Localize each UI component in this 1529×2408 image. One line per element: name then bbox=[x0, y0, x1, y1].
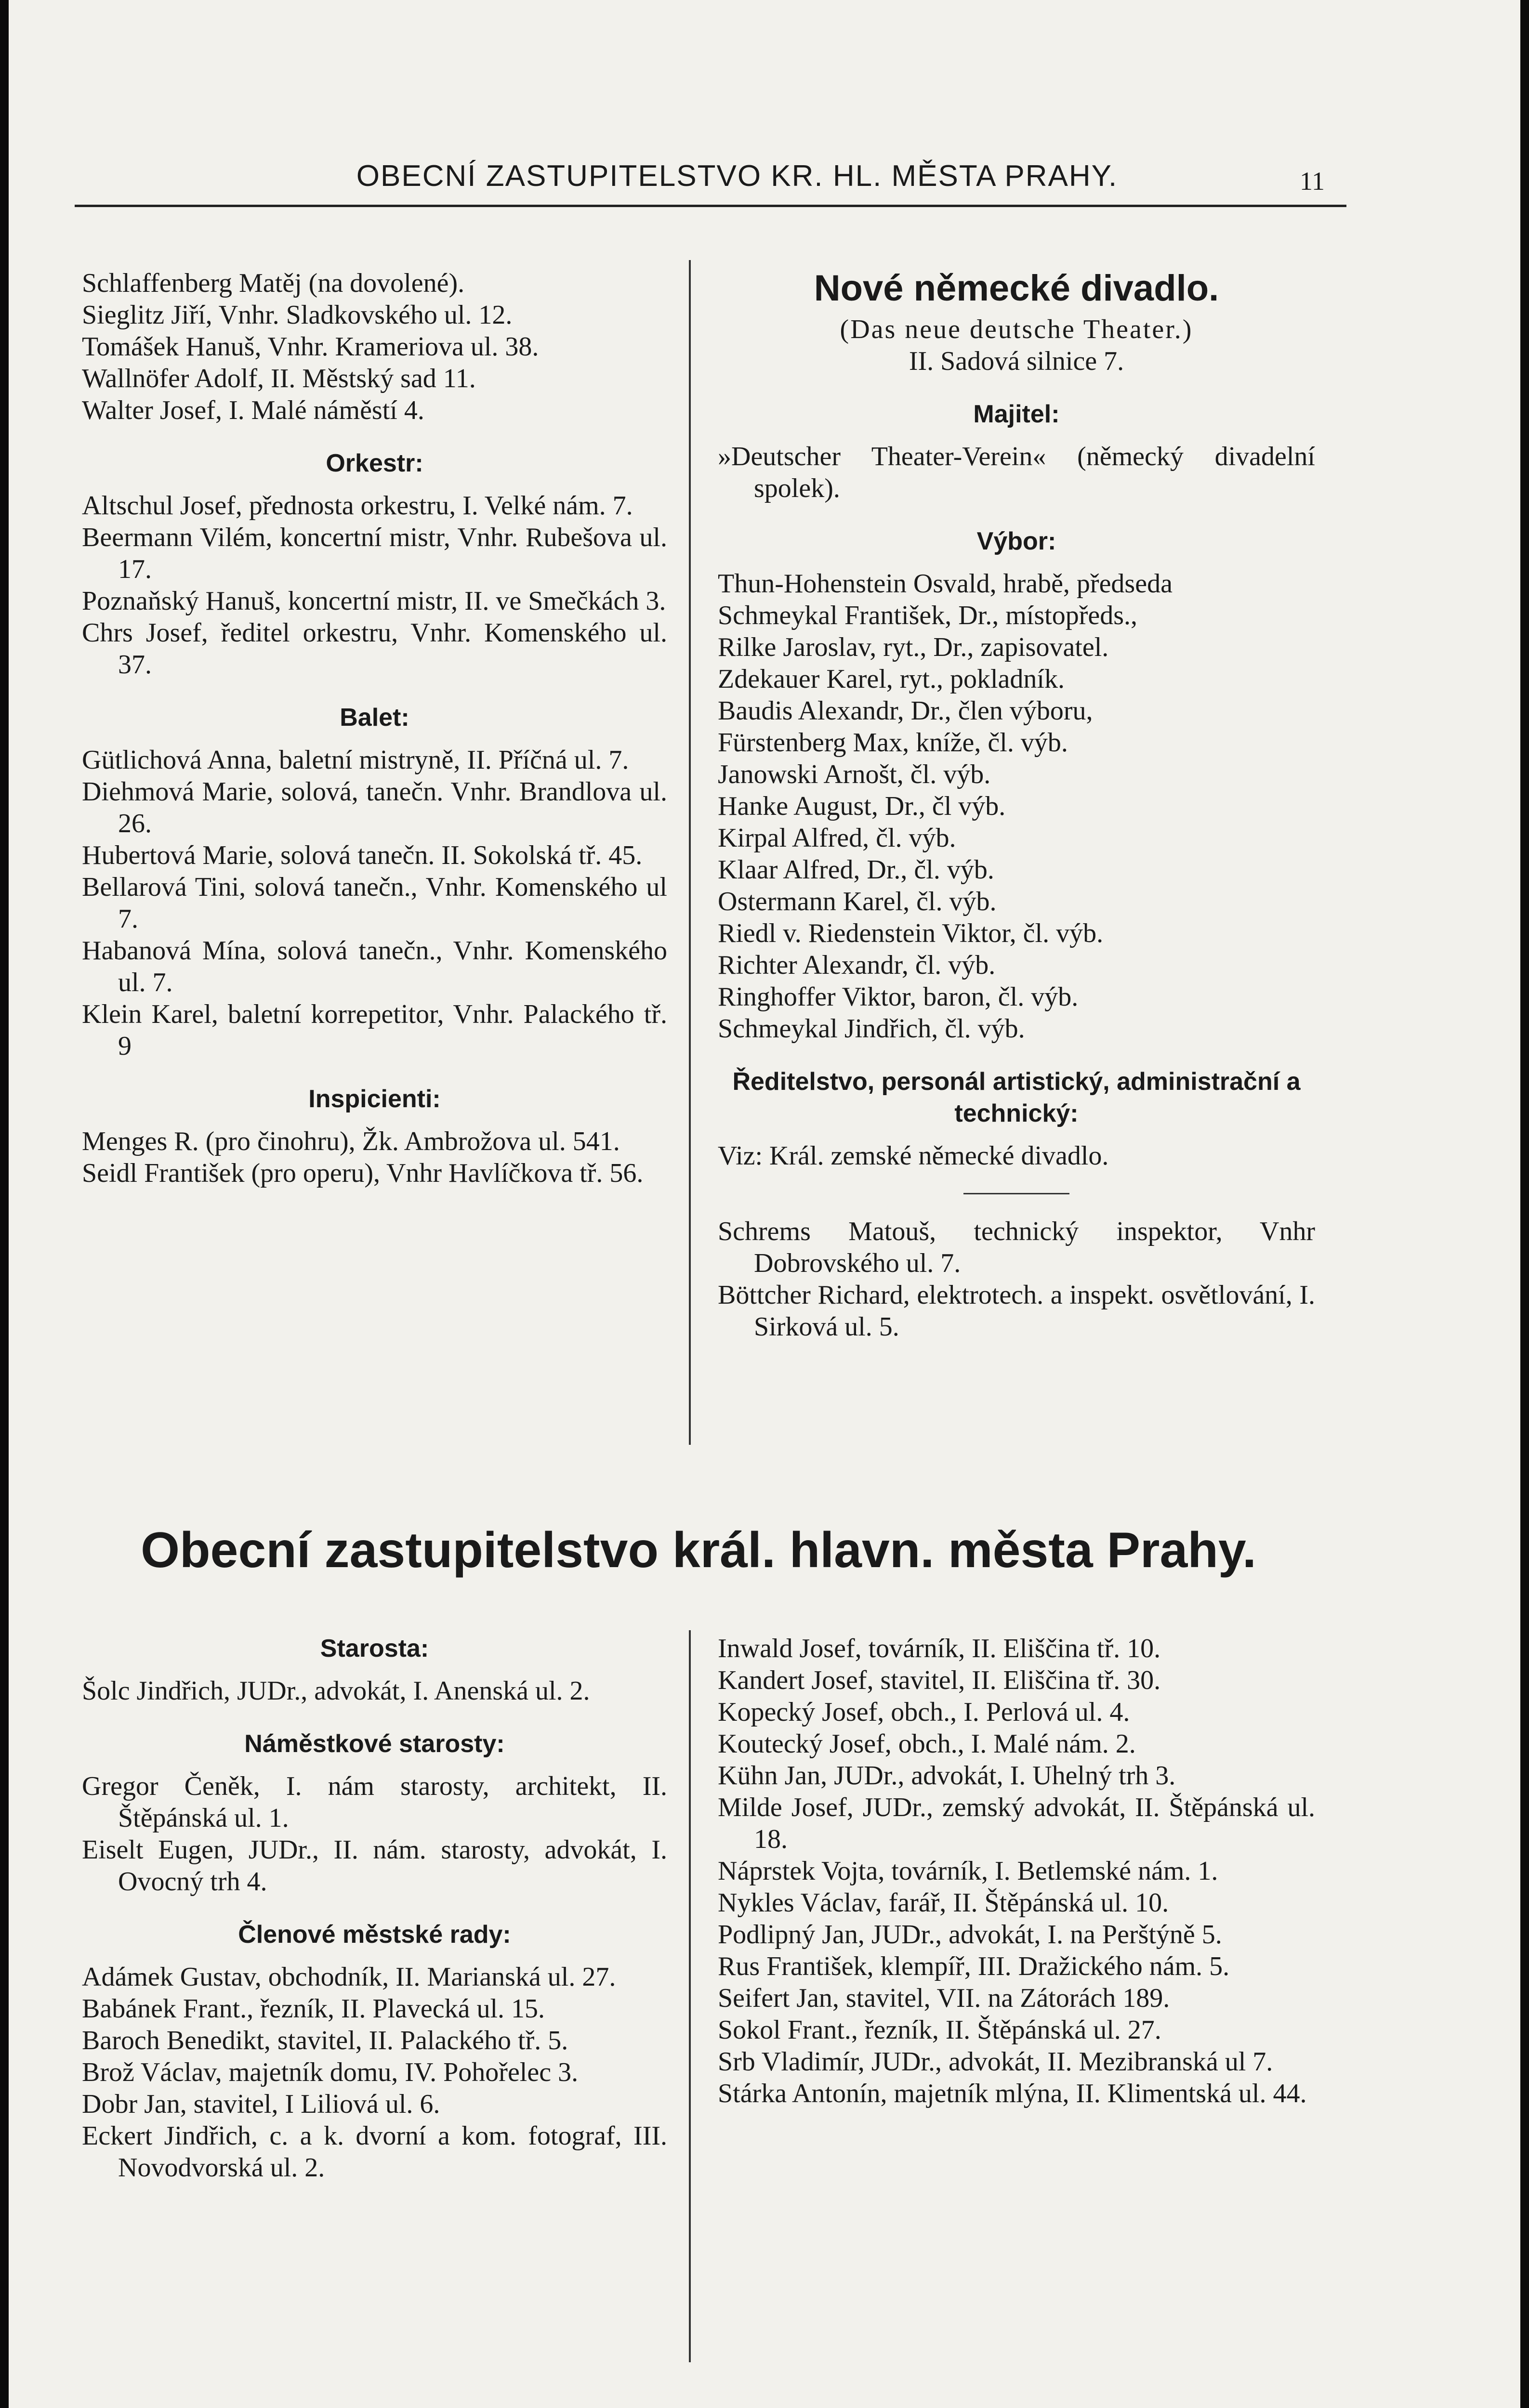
list-item: Richter Alexandr, čl. výb. bbox=[718, 950, 996, 980]
list-item: Thun-Hohenstein Osvald, hrabě, předseda bbox=[718, 569, 1173, 599]
list-item: Riedl v. Riedenstein Viktor, čl. výb. bbox=[718, 918, 1104, 948]
list-item: Kandert Josef, stavitel, II. Eliščina tř. 30. bbox=[718, 1665, 1161, 1695]
page-number: 11 bbox=[1300, 167, 1325, 196]
section-heading-orchestra: Orkestr: bbox=[326, 449, 423, 477]
list-item: Böttcher Richard, elektrotech. a inspekt. osvětlování, I. Sirková ul. 5. bbox=[718, 1280, 1315, 1342]
list-item: Beermann Vilém, koncertní mistr, Vnhr. Rubešova ul. 17. bbox=[82, 523, 667, 584]
list-item: Zdekauer Karel, ryt., pokladník. bbox=[718, 664, 1065, 694]
list-item: Babánek Frant., řezník, II. Plavecká ul. 15. bbox=[82, 1994, 545, 2024]
section-heading-inspicients: Inspicienti: bbox=[308, 1085, 441, 1113]
list-item: Hubertová Marie, solová tanečn. II. Sokolská tř. 45. bbox=[82, 840, 643, 870]
list-item: Schrems Matouš, technický inspektor, Vnhr Dobrovského ul. 7. bbox=[718, 1217, 1315, 1278]
list-item: Bellarová Tini, solová tanečn., Vnhr. Komenského ul 7. bbox=[82, 872, 667, 934]
section-heading-direction: Ředitelstvo, personál artistický, administrační a technický: bbox=[732, 1068, 1301, 1127]
list-item: Náprstek Vojta, továrník, I. Betlemské nám. 1. bbox=[718, 1856, 1218, 1886]
column-divider-top bbox=[689, 260, 691, 1445]
list-item: Hanke August, Dr., čl výb. bbox=[718, 791, 1006, 821]
left-column-bottom bbox=[82, 1633, 667, 2184]
list-item: Chrs Josef, ředitel orkestru, Vnhr. Komenského ul. 37. bbox=[82, 618, 667, 680]
separator-rule bbox=[963, 1193, 1069, 1194]
right-column-top bbox=[718, 267, 1315, 1343]
list-item: Poznaňský Hanuš, koncertní mistr, II. ve Smečkách 3. bbox=[82, 586, 666, 616]
list-item: Klaar Alfred, Dr., čl. výb. bbox=[718, 855, 994, 885]
left-column-top bbox=[82, 267, 667, 1189]
list-item: Tomášek Hanuš, Vnhr. Krameriova ul. 38. bbox=[82, 332, 539, 362]
theatre-subtitle: (Das neue deutsche Theater.) bbox=[840, 314, 1193, 344]
section-heading-owner: Majitel: bbox=[973, 400, 1060, 428]
list-item: Kühn Jan, JUDr., advokát, I. Uhelný trh 3. bbox=[718, 1761, 1176, 1791]
section-heading-council: Členové městské rady: bbox=[238, 1921, 511, 1949]
list-item: Inwald Josef, továrník, II. Eliščina tř. 10. bbox=[718, 1634, 1161, 1663]
list-item: Altschul Josef, přednosta orkestru, I. Velké nám. 7. bbox=[82, 491, 633, 521]
column-divider-bottom bbox=[689, 1630, 691, 2362]
list-item: Fürstenberg Max, kníže, čl. výb. bbox=[718, 728, 1068, 758]
list-item: Schlaffenberg Matěj (na dovolené). bbox=[82, 268, 465, 298]
list-item: Sieglitz Jiří, Vnhr. Sladkovského ul. 12. bbox=[82, 300, 513, 330]
list-item: Ostermann Karel, čl. výb. bbox=[718, 887, 997, 916]
section-heading-deputies: Náměstkové starosty: bbox=[244, 1730, 505, 1758]
owner-text: »Deutscher Theater-Verein« (německý divadelní spolek). bbox=[718, 442, 1315, 503]
list-item: Ringhoffer Viktor, baron, čl. výb. bbox=[718, 982, 1079, 1012]
list-item: Habanová Mína, solová tanečn., Vnhr. Komenského ul. 7. bbox=[82, 936, 667, 997]
scan-edge-left bbox=[0, 0, 9, 2408]
list-item: Sokol Frant., řezník, II. Štěpánská ul. 27. bbox=[718, 2015, 1161, 2045]
list-item: Seidl František (pro operu), Vnhr Havlíčkova tř. 56. bbox=[82, 1158, 644, 1188]
list-item: Wallnöfer Adolf, II. Městský sad 11. bbox=[82, 364, 476, 393]
list-item: Baroch Benedikt, stavitel, II. Palackého tř. 5. bbox=[82, 2026, 568, 2055]
list-item: Gregor Čeněk, I. nám starosty, architekt, II. Štěpánská ul. 1. bbox=[82, 1771, 667, 1833]
list-item: Koutecký Josef, obch., I. Malé nám. 2. bbox=[718, 1729, 1136, 1759]
list-item: Kopecký Josef, obch., I. Perlová ul. 4. bbox=[718, 1697, 1130, 1727]
list-item: Podlipný Jan, JUDr., advokát, I. na Perštýně 5. bbox=[718, 1920, 1222, 1950]
section-heading-ballet: Balet: bbox=[340, 704, 409, 732]
list-item: Rilke Jaroslav, ryt., Dr., zapisovatel. bbox=[718, 632, 1109, 662]
list-item: Nykles Václav, farář, II. Štěpánská ul. 10. bbox=[718, 1888, 1169, 1918]
header-rule bbox=[75, 205, 1346, 207]
theatre-title: Nové německé divadlo. bbox=[814, 268, 1219, 309]
section-title: Obecní zastupitelstvo král. hlavn. města Prahy. bbox=[141, 1522, 1256, 1578]
running-head: OBECNÍ ZASTUPITELSTVO KR. HL. MĚSTA PRAHY. bbox=[356, 159, 1118, 193]
list-item: Schmeykal Jindřich, čl. výb. bbox=[718, 1014, 1025, 1044]
section-heading-mayor: Starosta: bbox=[320, 1635, 429, 1662]
list-item: Eckert Jindřich, c. a k. dvorní a kom. fotograf, III. Novodvorská ul. 2. bbox=[82, 2121, 667, 2183]
list-item: Gütlichová Anna, baletní mistryně, II. Příčná ul. 7. bbox=[82, 745, 629, 775]
scan-edge-right bbox=[1520, 0, 1529, 2408]
list-item: Diehmová Marie, solová, tanečn. Vnhr. Brandlova ul. 26. bbox=[82, 777, 667, 838]
right-column-bottom bbox=[718, 1633, 1315, 2109]
list-item: Adámek Gustav, obchodník, II. Marianská ul. 27. bbox=[82, 1962, 616, 1992]
list-item: Eiselt Eugen, JUDr., II. nám. starosty, advokát, I. Ovocný trh 4. bbox=[82, 1835, 667, 1897]
list-item: Srb Vladimír, JUDr., advokát, II. Mezibranská ul 7. bbox=[718, 2047, 1273, 2077]
list-item: Rus František, klempíř, III. Dražického nám. 5. bbox=[718, 1951, 1230, 1981]
list-item: Kirpal Alfred, čl. výb. bbox=[718, 823, 956, 853]
list-item: Seifert Jan, stavitel, VII. na Zátorách 189. bbox=[718, 1983, 1170, 2013]
list-item: Milde Josef, JUDr., zemský advokát, II. Štěpánská ul. 18. bbox=[718, 1793, 1315, 1854]
direction-reference: Viz: Král. zemské německé divadlo. bbox=[718, 1141, 1109, 1171]
list-item: Menges R. (pro činohru), Žk. Ambrožova ul. 541. bbox=[82, 1126, 620, 1156]
list-item: Schmeykal František, Dr., místopředs., bbox=[718, 601, 1138, 630]
list-item: Janowski Arnošt, čl. výb. bbox=[718, 759, 991, 789]
theatre-address: II. Sadová silnice 7. bbox=[909, 346, 1124, 376]
list-item: Stárka Antonín, majetník mlýna, II. Klimentská ul. 44. bbox=[718, 2079, 1307, 2108]
list-item: Walter Josef, I. Malé náměstí 4. bbox=[82, 395, 424, 425]
list-item: Klein Karel, baletní korrepetitor, Vnhr. Palackého tř. 9 bbox=[82, 999, 667, 1061]
list-item: Dobr Jan, stavitel, I Liliová ul. 6. bbox=[82, 2089, 440, 2119]
list-item: Baudis Alexandr, Dr., člen výboru, bbox=[718, 696, 1093, 726]
section-heading-committee: Výbor: bbox=[976, 527, 1056, 555]
list-item: Brož Václav, majetník domu, IV. Pohořelec 3. bbox=[82, 2057, 579, 2087]
list-item: Šolc Jindřich, JUDr., advokát, I. Anenská ul. 2. bbox=[82, 1676, 590, 1706]
